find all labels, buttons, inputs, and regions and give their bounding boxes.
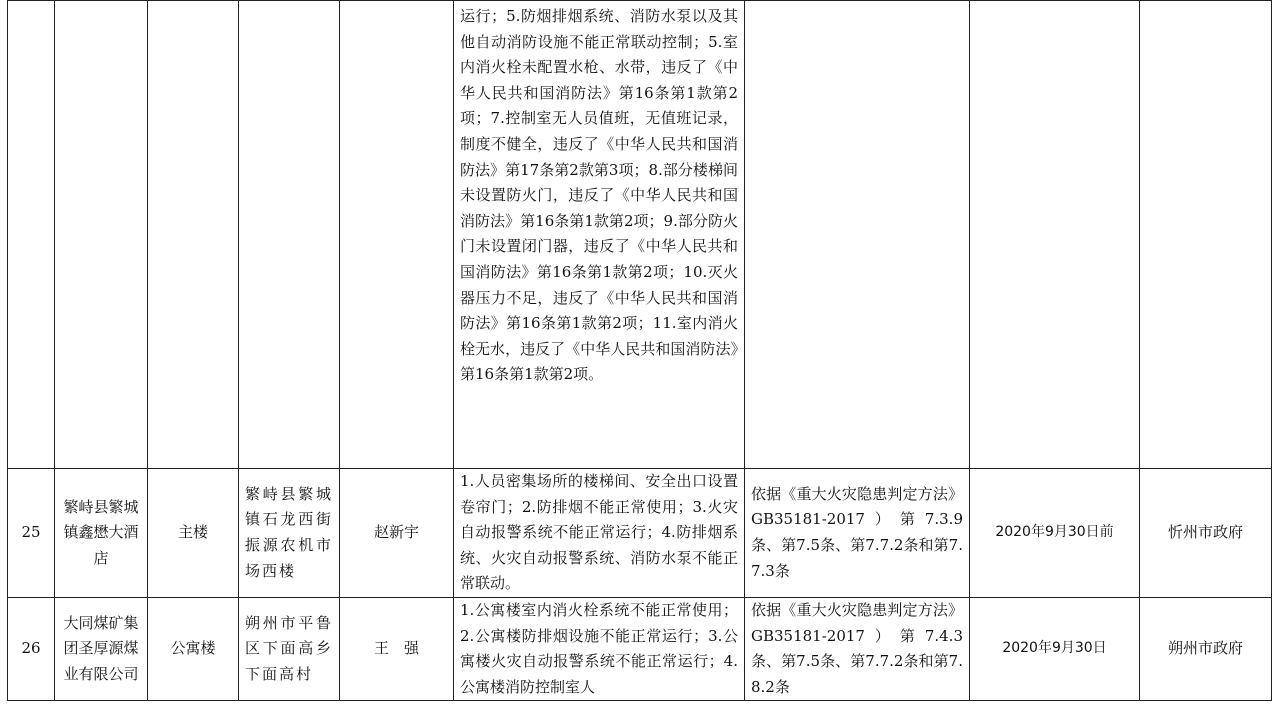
unit-address (239, 1, 340, 469)
unit-name: 繁峙县繁城镇鑫懋大酒店 (55, 469, 148, 598)
table-row (8, 598, 1272, 701)
responsible-person: 王 强 (340, 598, 454, 701)
supervising-government: 朔州市政府 (1140, 598, 1272, 701)
judgment-basis (745, 1, 970, 469)
rectify-deadline: 2020年9月30日前 (970, 469, 1140, 598)
responsible-person: 赵新宇 (340, 469, 454, 598)
hazard-table (7, 0, 1272, 701)
unit-name (55, 1, 148, 469)
hazard-part (148, 1, 239, 469)
unit-name: 大同煤矿集团圣厚源煤业有限公司 (55, 598, 148, 701)
judgment-basis: 依据《重大火灾隐患判定方法》GB35181-2017）第7.3.9条、第7.5条、第7.7.2条和第7.7.3条 (745, 469, 970, 598)
supervising-government (1140, 1, 1272, 469)
row-number: 26 (8, 598, 55, 701)
rectify-deadline (970, 1, 1140, 469)
hazard-issues: 运行；5.防烟排烟系统、消防水泵以及其他自动消防设施不能正常联动控制；5.室内消火栓未配置水枪、水带，违反了《中华人民共和国消防法》第16条第1款第2项；7.控制室无人员值班，无值班记录，制度不健全，违反了《中华人民共和国消防法》第17条第2款第3项；8.部分楼梯间未设置防火门，违反了《中华人民共和国消防法》第16条第1款第2项；9.部分防火门未设置闭门器，违反了《中华人民共和国消防法》第16条第1款第2项；10.灭火器压力不足，违反了《中华人民共和国消防法》第16条第1款第2项；11.室内消火栓无水，违反了《中华人民共和国消防法》第16条第1款第2项。 (454, 1, 745, 469)
hazard-part: 主楼 (148, 469, 239, 598)
unit-address: 繁峙县繁城镇石龙西街振源农机市场西楼 (239, 469, 340, 598)
supervising-government: 忻州市政府 (1140, 469, 1272, 598)
judgment-basis: 依据《重大火灾隐患判定方法》GB35181-2017）第7.4.3条、第7.5条、第7.7.2条和第7.8.2条 (745, 598, 970, 701)
table-row (8, 1, 1272, 469)
rectify-deadline: 2020年9月30日 (970, 598, 1140, 701)
row-number (8, 1, 55, 469)
row-number: 25 (8, 469, 55, 598)
hazard-part: 公寓楼 (148, 598, 239, 701)
responsible-person (340, 1, 454, 469)
hazard-issues: 1.人员密集场所的楼梯间、安全出口设置卷帘门；2.防排烟不能正常使用；3.火灾自动报警系统不能正常运行；4.防排烟系统、火灾自动报警系统、消防水泵不能正常联动。 (454, 469, 745, 598)
hazard-issues: 1.公寓楼室内消火栓系统不能正常使用；2.公寓楼防排烟设施不能正常运行；3.公寓楼火灾自动报警系统不能正常运行；4.公寓楼消防控制室人 (454, 598, 745, 701)
table-row (8, 469, 1272, 598)
unit-address: 朔州市平鲁区下面高乡下面高村 (239, 598, 340, 701)
